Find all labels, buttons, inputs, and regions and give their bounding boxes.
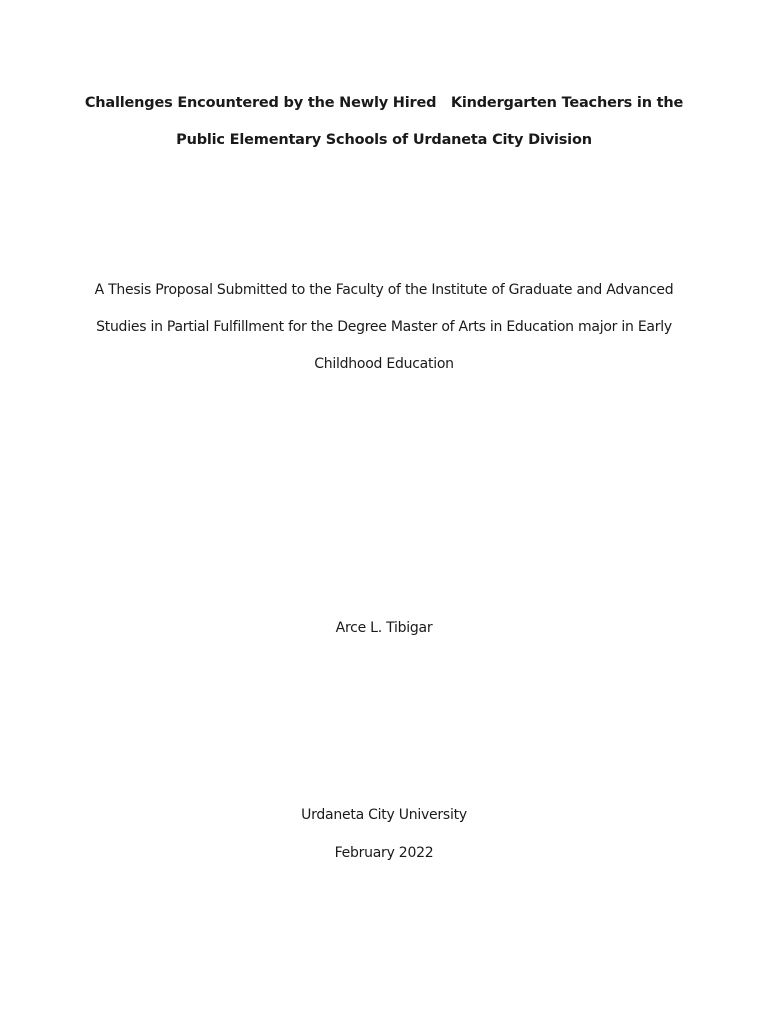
proposal-line-1: A Thesis Proposal Submitted to the Faculty of the Institute of Graduate and Advanced xyxy=(94,282,674,298)
proposal-line-3: Childhood Education xyxy=(314,356,454,372)
author-name: Arce L. Tibigar xyxy=(335,620,433,636)
institution-name: Urdaneta City University xyxy=(301,807,467,823)
submission-date: February 2022 xyxy=(334,845,434,861)
proposal-line-2: Studies in Partial Fulfillment for the Degree Master of Arts in Education major in Early xyxy=(96,319,672,335)
title-line-1: Challenges Encountered by the Newly Hired Kindergarten Teachers in the xyxy=(84,95,684,111)
title-line-2: Public Elementary Schools of Urdaneta City Division xyxy=(176,132,592,148)
